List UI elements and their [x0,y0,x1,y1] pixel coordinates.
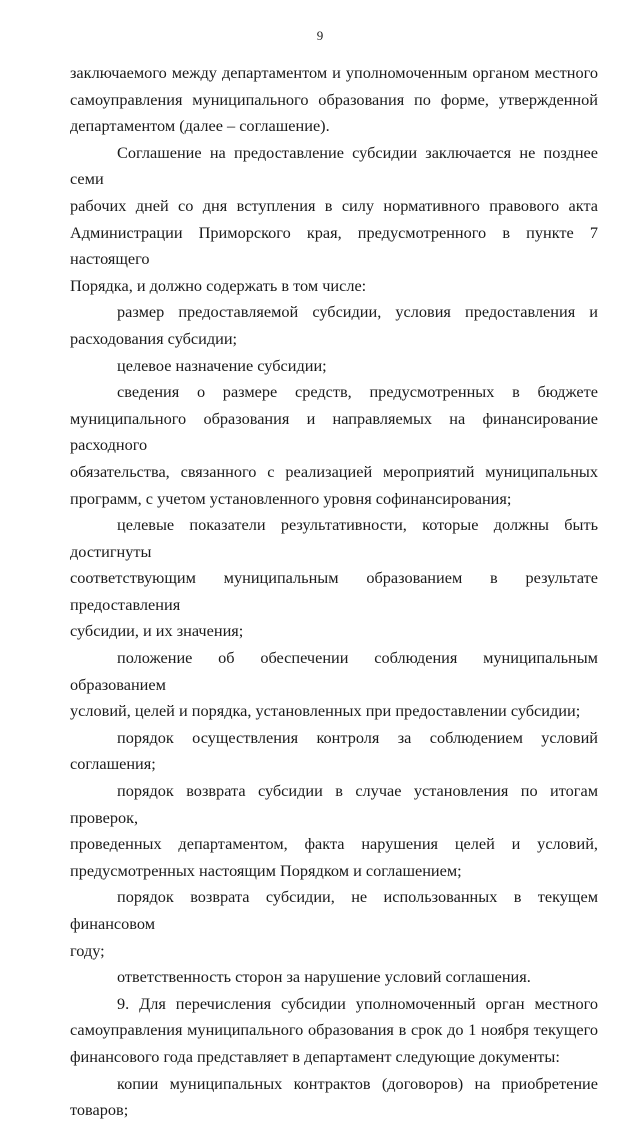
paragraph-line: Администрации Приморского края, предусмотренного в пункте 7 настоящего [70,222,598,269]
paragraph-line: копии муниципальных контрактов (договоров) на приобретение товаров; [70,1073,598,1120]
paragraph-line: 9. Для перечисления субсидии уполномоченный орган местного [117,993,598,1013]
paragraph-line: муниципального образования и направляемых на финансирование расходного [70,408,598,455]
paragraph-line: финансового года представляет в департамент следующие документы: [70,1046,560,1066]
paragraph-line: порядок возврата субсидии в случае установления по итогам проверок, [70,781,598,827]
paragraph-line: порядок возврата субсидии, не использованных в текущем финансовом [70,887,598,933]
paragraph-line: Порядка, и должно содержать в том числе: [70,275,367,295]
paragraph-line: положение об обеспечении соблюдения муниципальным образованием [70,648,598,694]
paragraph-line: самоуправления муниципального образования в срок до 1 ноября текущего [70,1020,598,1040]
paragraph-line: целевое назначение субсидии; [117,355,327,375]
paragraph-line: расходования субсидии; [70,328,238,348]
paragraph-line: самоуправления муниципального образования по форме, утвержденной [70,89,598,109]
paragraph-line: субсидии, и их значения; [70,621,244,641]
paragraph-line: условий, целей и порядка, установленных при предоставлении субсидии; [70,701,581,721]
document-body [70,60,598,1124]
paragraph-line: проведенных департаментом, факта нарушения целей и условий, [70,834,598,854]
paragraph-line: заключаемого между департаментом и уполномоченным органом местного [70,63,598,82]
paragraph-line: Соглашение на предоставление субсидии заключается не позднее семи [70,142,598,189]
paragraph-line: году; [70,940,105,960]
paragraph-line: департаментом (далее – соглашение). [70,116,330,136]
paragraph-line: размер предоставляемой субсидии, условия предоставления и [117,302,598,322]
paragraph-line: рабочих дней со дня вступления в силу нормативного правового акта [70,195,598,215]
paragraph-line: ответственность сторон за нарушение условий соглашения. [117,967,531,987]
paragraph-line: сведения о размере средств, предусмотренных в бюджете [117,382,598,402]
paragraph-line: предусмотренных настоящим Порядком и соглашением; [70,860,462,880]
paragraph-line: соответствующим муниципальным образованием в результате предоставления [70,568,598,614]
page-number: 9 [316,28,324,43]
paragraph-line: целевые показатели результативности, которые должны быть достигнуты [70,515,598,561]
paragraph-line: обязательства, связанного с реализацией мероприятий муниципальных [70,461,598,481]
paragraph-line: программ, с учетом установленного уровня софинансирования; [70,488,512,508]
paragraph-line: порядок осуществления контроля за соблюдением условий соглашения; [70,727,598,774]
